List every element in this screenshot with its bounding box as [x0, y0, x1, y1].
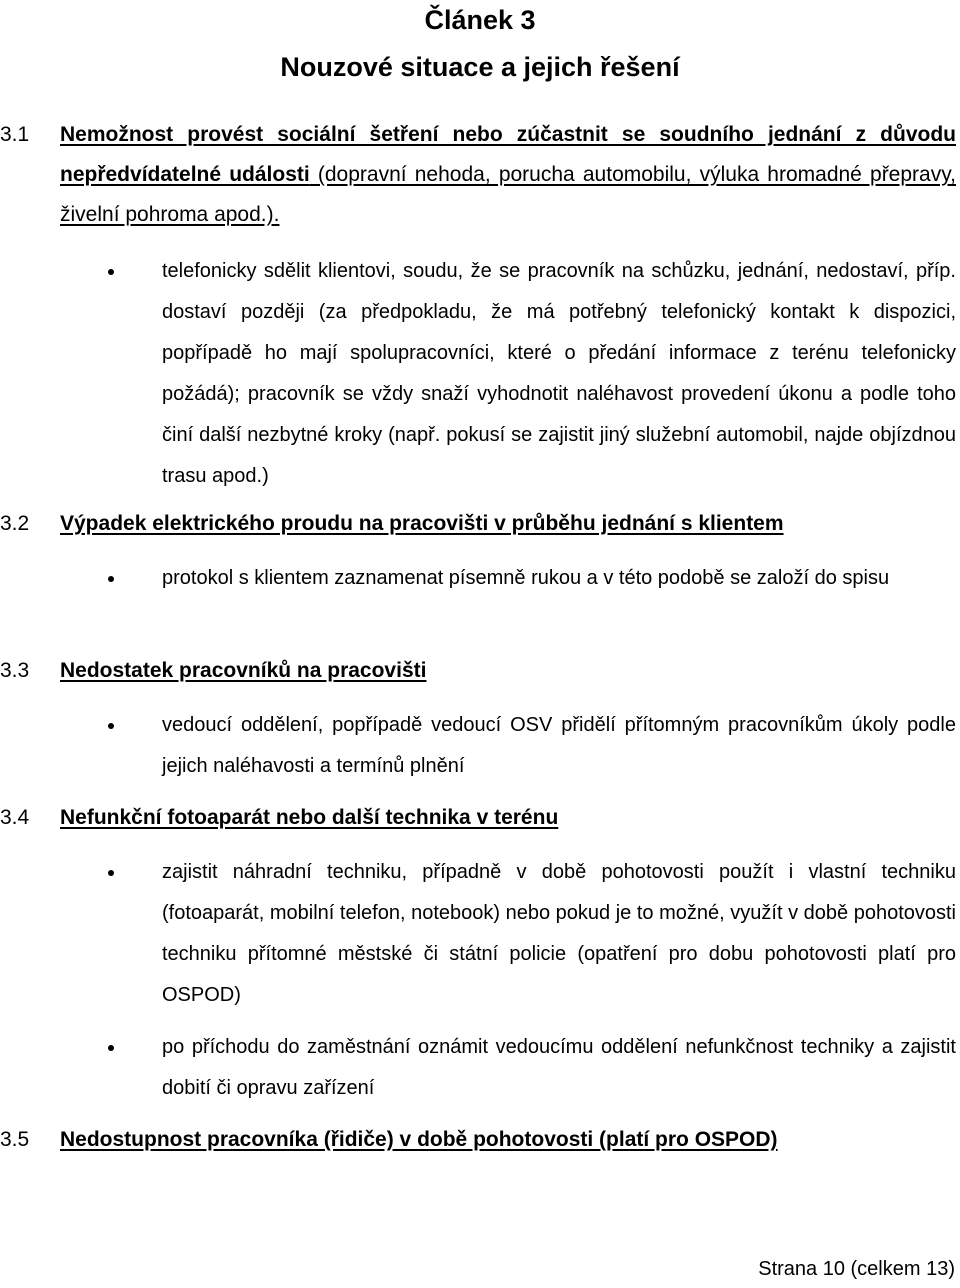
bullet-icon [108, 723, 114, 729]
section-number: 3.5 [0, 1128, 30, 1151]
section-title: Nedostatek pracovníků na pracovišti [60, 659, 427, 682]
page-number: Strana 10 (celkem 13) [758, 1258, 955, 1280]
list-item-text: protokol s klientem zaznamenat písemně rukou a v této podobě se založí do spisu [162, 567, 890, 589]
section-number: 3.3 [0, 659, 30, 682]
section-title: Nemožnost provést sociální šetření nebo zúčastnit se soudního jednání z důvodu nepředvídatelné události (dopravní nehoda, porucha automobilu, výluka hromadné přepravy, živelní pohroma apod.). [60, 123, 956, 226]
section-number: 3.1 [0, 123, 30, 146]
article-subtitle: Nouzové situace a jejich řešení [280, 52, 680, 82]
bullet-icon [108, 576, 114, 582]
list-item-text: telefonicky sdělit klientovi, soudu, že se pracovník na schůzku, jednání, nedostaví, příp. dostaví později (za předpokladu, že má potřebný telefonický kontakt k dispozici, popřípadě ho mají spolupracovníci, které o předání informace z terénu telefonicky požádá); pracovník se vždy snaží vyhodnotit naléhavost provedení úkonu a podle toho činí další nezbytné kroky (např. pokusí se zajistit jiný služební automobil, najde objízdnou trasu apod.) [162, 260, 956, 487]
list-item-text: po příchodu do zaměstnání oznámit vedoucímu oddělení nefunkčnost techniky a zajistit dobití či opravu zařízení [162, 1036, 956, 1099]
list-item-text: zajistit náhradní techniku, případně v době pohotovosti použít i vlastní techniku (fotoaparát, mobilní telefon, notebook) nebo pokud je to možné, využít v době pohotovosti techniku přítomné městské či státní policie (opatření pro dobu pohotovosti platí pro OSPOD) [162, 861, 956, 1006]
article-title: Článek 3 [424, 5, 536, 35]
section-number: 3.4 [0, 806, 30, 829]
section-title: Nefunkční fotoaparát nebo další technika v terénu [60, 806, 559, 829]
list-item-text: vedoucí oddělení, popřípadě vedoucí OSV přidělí přítomným pracovníkům úkoly podle jejich naléhavosti a termínů plnění [162, 714, 956, 777]
section-title: Výpadek elektrického proudu na pracovišti v průběhu jednání s klientem [60, 512, 784, 535]
bullet-icon [108, 1045, 114, 1051]
section-title: Nedostupnost pracovníka (řidiče) v době pohotovosti (platí pro OSPOD) [60, 1128, 778, 1151]
bullet-icon [108, 870, 114, 876]
section-number: 3.2 [0, 512, 30, 535]
section-title-note: (dopravní nehoda, porucha automobilu, výluka hromadné přepravy, živelní pohroma apod.). [60, 163, 956, 226]
bullet-icon [108, 269, 114, 275]
